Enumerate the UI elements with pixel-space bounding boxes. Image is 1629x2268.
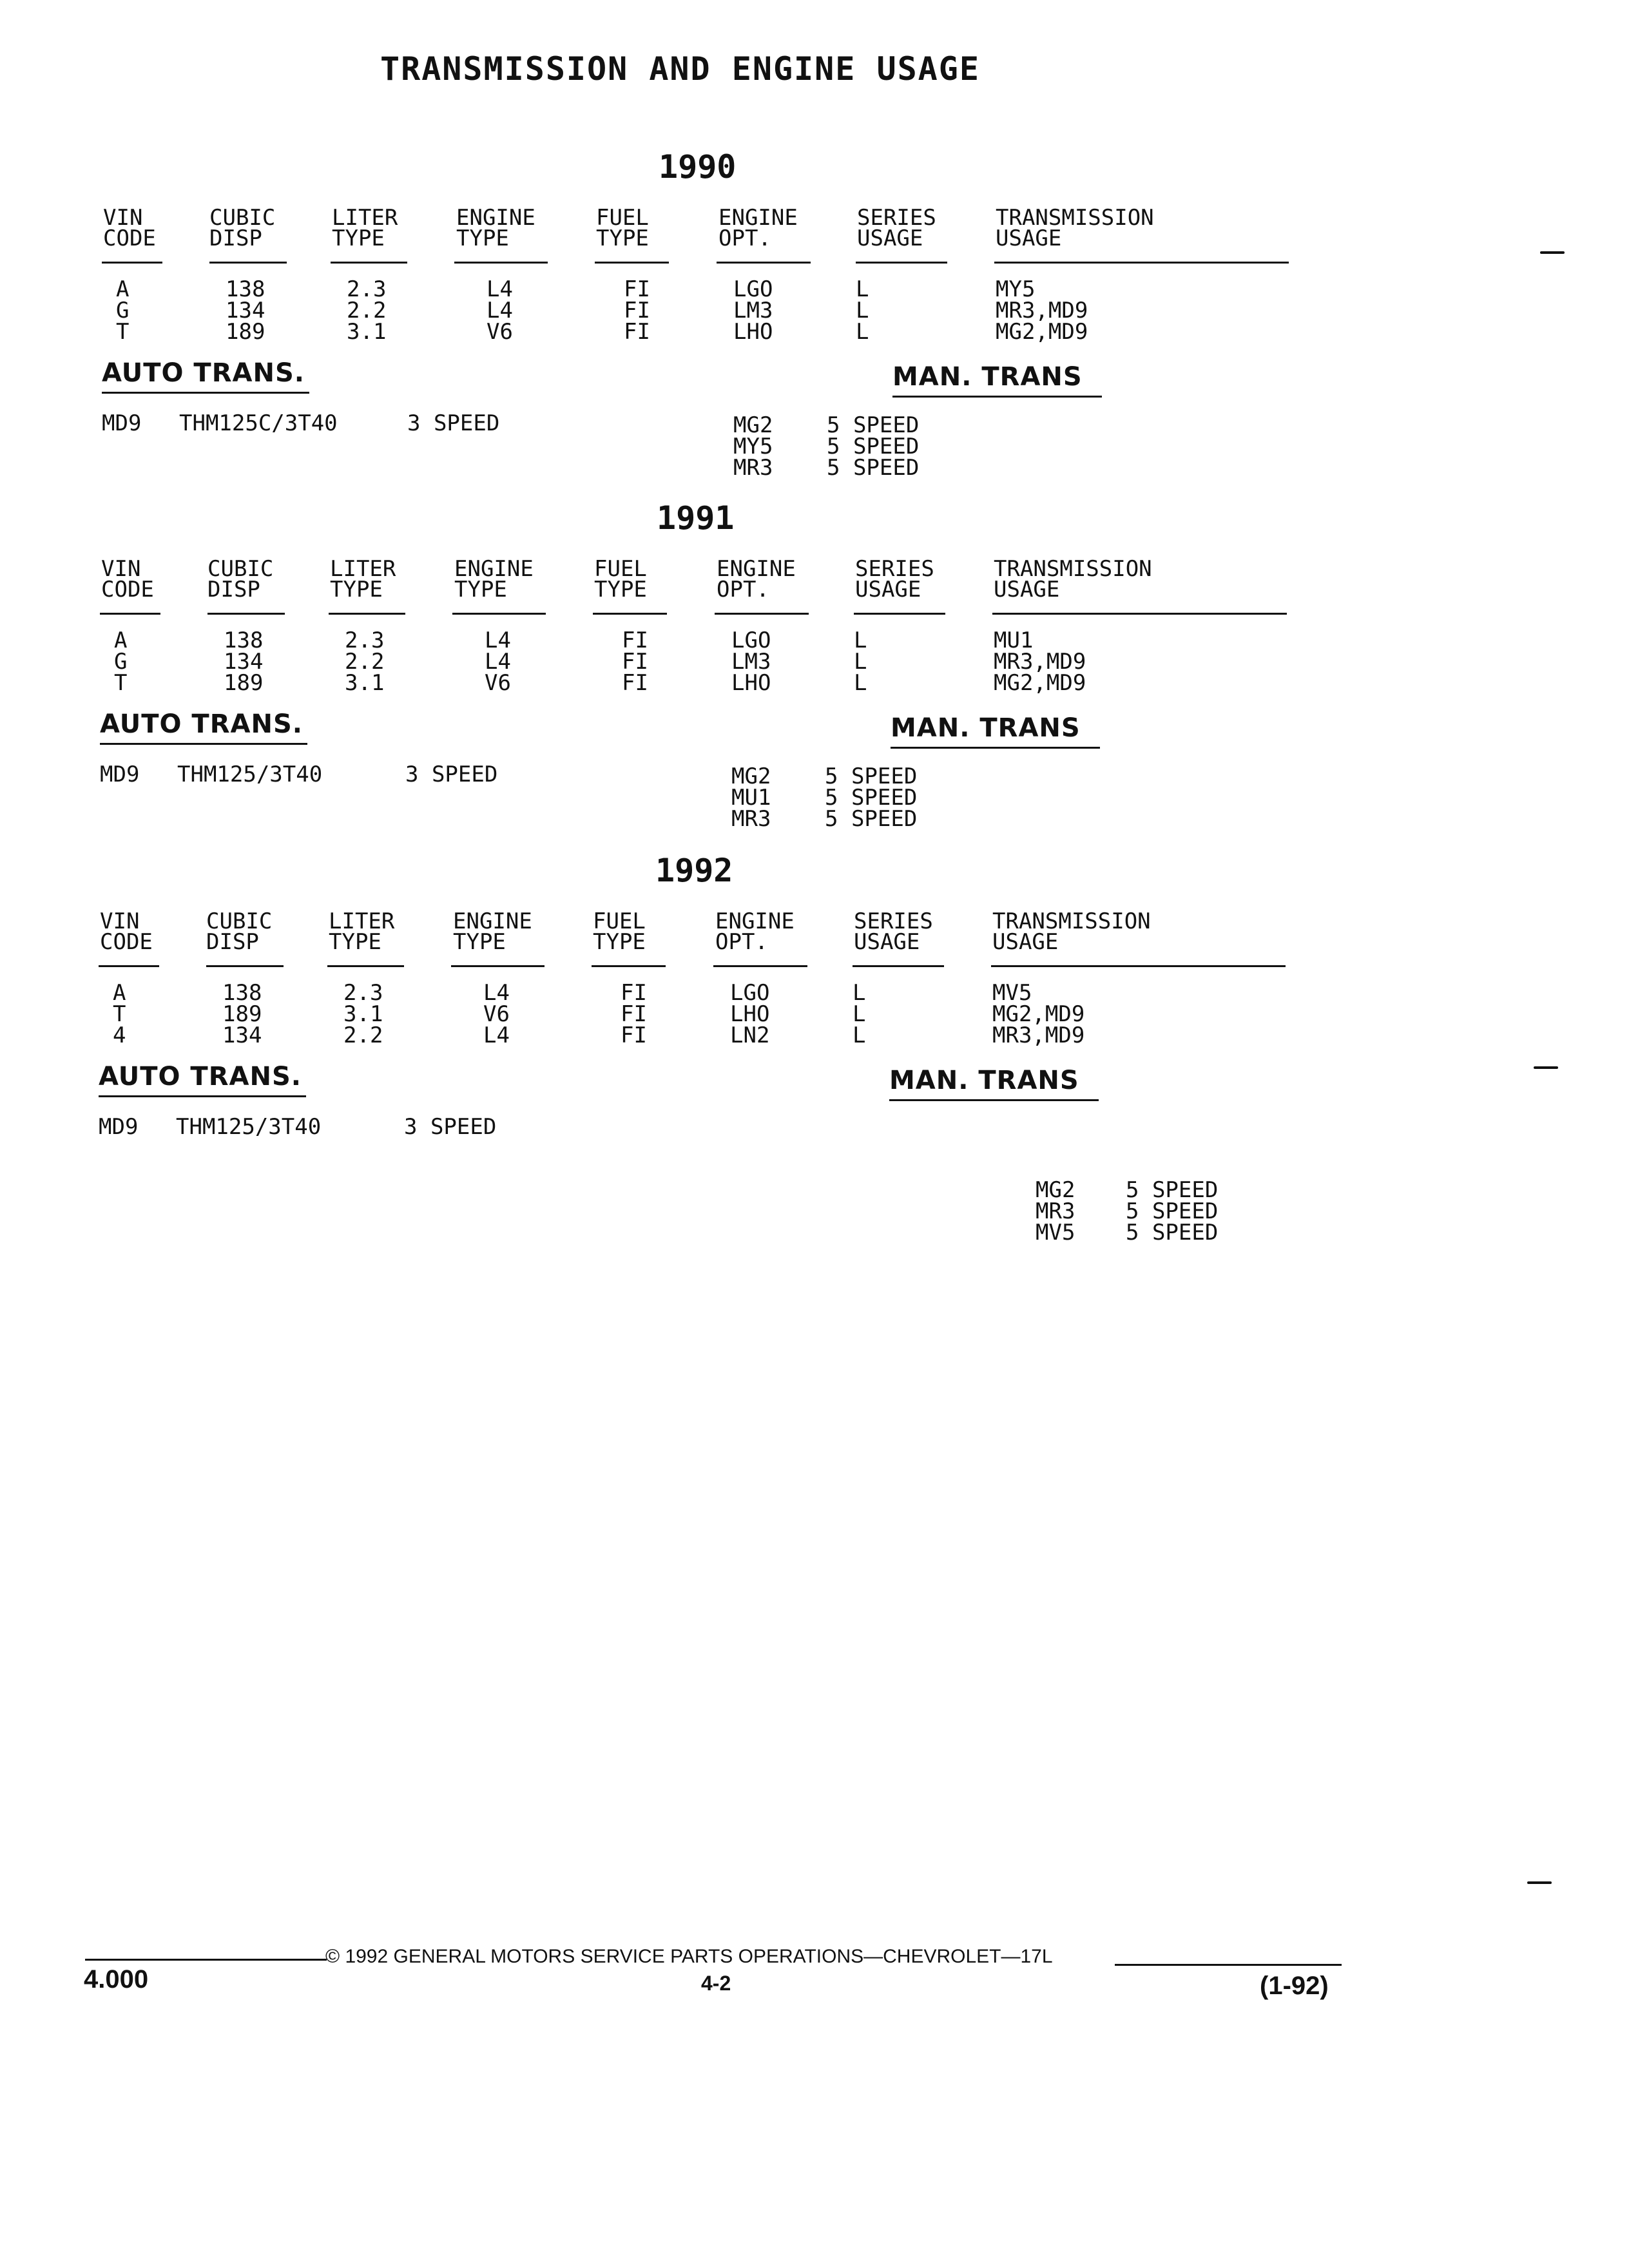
auto-trans-item: MD9 [100, 762, 140, 787]
manual-trans-heading: MAN. TRANS [891, 713, 1081, 743]
table-cell-liter: 3.1 [343, 1001, 383, 1027]
manual-trans-underline [889, 1099, 1099, 1101]
manual-trans-heading: MAN. TRANS [889, 1066, 1079, 1095]
footer-rule-right [1115, 1964, 1342, 1966]
table-cell-liter: 3.1 [347, 319, 387, 345]
column-header-line: TYPE [456, 226, 509, 251]
table-cell-cubic: 189 [226, 319, 265, 345]
table-cell-cubic: 138 [224, 628, 264, 653]
column-header-underline [329, 613, 405, 615]
column-header-underline [856, 262, 947, 264]
column-header-underline [992, 613, 1287, 615]
table-cell-fuel: FI [624, 298, 650, 323]
column-header-line: FUEL [593, 908, 646, 934]
column-header-line: ENGINE [456, 205, 535, 231]
column-header-line: USAGE [857, 226, 923, 251]
table-cell-cubic: 134 [224, 649, 264, 675]
column-header-line: OPT. [717, 577, 769, 602]
table-cell-engine_opt: LHO [731, 670, 771, 696]
manual-trans-underline [891, 747, 1100, 749]
table-cell-cubic: 189 [222, 1001, 262, 1027]
year-section [0, 499, 1629, 847]
column-header-line: CUBIC [206, 908, 273, 934]
manual-trans-code: MG2 [731, 764, 771, 789]
table-cell-vin: A [116, 276, 130, 302]
column-header-line: USAGE [994, 577, 1060, 602]
table-cell-engine_type: L4 [485, 649, 511, 675]
column-header-line: ENGINE [718, 205, 798, 231]
auto-trans-underline [99, 1095, 306, 1097]
column-header-line: VIN [100, 908, 140, 934]
table-cell-engine_type: L4 [487, 276, 513, 302]
manual-trans-code: MY5 [733, 434, 773, 459]
column-header-line: TYPE [330, 577, 383, 602]
auto-trans-underline [102, 392, 309, 394]
column-header-line: ENGINE [453, 908, 532, 934]
column-header-trans [996, 207, 1154, 249]
manual-trans-code: MR3 [731, 806, 771, 832]
table-cell-cubic: 134 [222, 1023, 262, 1048]
column-header-line: VIN [101, 556, 141, 582]
column-header-trans [994, 556, 1152, 602]
column-header-underline [854, 613, 945, 615]
manual-trans-speed: 5 SPEED [825, 806, 918, 832]
table-cell-trans: MU1 [994, 628, 1034, 653]
table-cell-fuel: FI [622, 628, 648, 653]
column-header-liter [329, 908, 395, 955]
table-cell-engine_type: L4 [487, 298, 513, 323]
margin-mark [1534, 1066, 1558, 1069]
manual-trans-code: MU1 [731, 785, 771, 811]
year-section [0, 852, 1629, 1245]
auto-trans-heading: AUTO TRANS. [102, 358, 305, 388]
column-header-line: VIN [103, 205, 143, 231]
column-header-underline [206, 965, 284, 967]
table-cell-engine_opt: LGO [730, 980, 770, 1006]
column-header-line: TYPE [329, 929, 381, 955]
column-header-line: TYPE [454, 577, 507, 602]
margin-mark [1527, 1881, 1552, 1884]
column-header-series [857, 207, 936, 249]
manual-trans-speed: 5 SPEED [827, 412, 920, 438]
manual-trans-speed: 5 SPEED [827, 434, 920, 459]
table-cell-cubic: 138 [222, 980, 262, 1006]
table-cell-trans: MR3,MD9 [992, 1023, 1085, 1048]
table-cell-trans: MG2,MD9 [994, 670, 1086, 696]
column-header-underline [209, 262, 287, 264]
column-header-underline [595, 262, 669, 264]
column-header-underline [713, 965, 807, 967]
manual-trans-code: MR3 [1036, 1198, 1075, 1224]
table-cell-engine_type: L4 [483, 1023, 510, 1048]
column-header-line: TYPE [332, 226, 385, 251]
footer-rule-left [85, 1959, 327, 1961]
column-header-line: LITER [332, 205, 398, 231]
manual-trans-code: MV5 [1036, 1220, 1075, 1245]
column-header-underline [593, 613, 667, 615]
column-header-underline [994, 262, 1289, 264]
manual-trans-speed: 5 SPEED [825, 764, 918, 789]
footer-copyright: © 1992 GENERAL MOTORS SERVICE PARTS OPERATIONS—CHEVROLET—17L [325, 1946, 1053, 1967]
table-cell-fuel: FI [624, 319, 650, 345]
column-header-underline [592, 965, 666, 967]
table-cell-fuel: FI [622, 649, 648, 675]
manual-trans-speed: 5 SPEED [827, 455, 920, 481]
table-cell-engine_type: V6 [487, 319, 513, 345]
column-header-underline [452, 613, 546, 615]
table-cell-series: L [856, 298, 869, 323]
column-header-line: DISP [206, 929, 259, 955]
table-cell-engine_opt: LM3 [733, 298, 773, 323]
column-header-line: ENGINE [715, 908, 795, 934]
column-header-underline [207, 613, 285, 615]
column-header-line: FUEL [596, 205, 649, 231]
table-cell-vin: T [116, 319, 130, 345]
column-header-line: ENGINE [454, 556, 534, 582]
table-cell-series: L [853, 980, 866, 1006]
auto-trans-item: 3 SPEED [407, 410, 500, 436]
table-cell-series: L [854, 670, 867, 696]
table-cell-fuel: FI [621, 1023, 647, 1048]
column-header-liter [330, 556, 396, 602]
table-cell-trans: MY5 [996, 276, 1036, 302]
table-cell-engine_type: V6 [485, 670, 511, 696]
column-header-fuel [594, 556, 647, 602]
table-cell-liter: 2.3 [347, 276, 387, 302]
manual-trans-heading: MAN. TRANS [892, 362, 1083, 392]
manual-trans-underline [892, 396, 1102, 398]
column-header-line: CUBIC [209, 205, 276, 231]
auto-trans-item: THM125/3T40 [176, 1114, 322, 1140]
column-header-line: CUBIC [207, 556, 274, 582]
auto-trans-item: 3 SPEED [405, 762, 498, 787]
column-header-series [855, 556, 934, 602]
auto-trans-underline [100, 743, 307, 745]
column-header-line: SERIES [857, 205, 936, 231]
table-cell-engine_type: L4 [485, 628, 511, 653]
column-header-line: USAGE [855, 577, 921, 602]
table-cell-fuel: FI [622, 670, 648, 696]
manual-trans-code: MR3 [733, 455, 773, 481]
column-header-series [854, 908, 933, 955]
table-cell-series: L [856, 276, 869, 302]
table-cell-vin: G [116, 298, 130, 323]
column-header-line: DISP [207, 577, 260, 602]
column-header-line: LITER [329, 908, 395, 934]
column-header-line: TYPE [594, 577, 647, 602]
table-cell-series: L [853, 1001, 866, 1027]
table-cell-vin: A [113, 980, 126, 1006]
auto-trans-item: THM125C/3T40 [179, 410, 338, 436]
auto-trans-item: 3 SPEED [404, 1114, 497, 1140]
auto-trans-item: THM125/3T40 [177, 762, 323, 787]
manual-trans-speed: 5 SPEED [1126, 1220, 1219, 1245]
margin-mark [1540, 251, 1565, 254]
table-cell-engine_opt: LGO [731, 628, 771, 653]
column-header-line: CODE [103, 226, 156, 251]
column-header-line: TRANSMISSION [996, 205, 1154, 231]
column-header-cubic [209, 207, 275, 249]
table-cell-liter: 2.3 [345, 628, 385, 653]
manual-trans-speed: 5 SPEED [1126, 1198, 1219, 1224]
column-header-vin [103, 207, 156, 249]
column-header-underline [102, 262, 162, 264]
table-cell-series: L [854, 649, 867, 675]
revision-date: (1-92) [1260, 1972, 1329, 2000]
column-header-line: SERIES [854, 908, 933, 934]
auto-trans-item: MD9 [102, 410, 142, 436]
table-cell-trans: MV5 [992, 980, 1032, 1006]
column-header-cubic [207, 556, 274, 602]
page-title: TRANSMISSION AND ENGINE USAGE [380, 50, 980, 88]
column-header-line: CODE [101, 577, 154, 602]
column-header-line: USAGE [854, 929, 920, 955]
column-header-line: OPT. [718, 226, 771, 251]
column-header-vin [101, 556, 154, 602]
column-header-line: USAGE [992, 929, 1059, 955]
auto-trans-heading: AUTO TRANS. [100, 709, 303, 739]
column-header-line: LITER [330, 556, 396, 582]
manual-trans-code: MG2 [1036, 1177, 1075, 1203]
column-header-line: USAGE [996, 226, 1062, 251]
table-cell-engine_type: L4 [483, 980, 510, 1006]
table-cell-engine_opt: LGO [733, 276, 773, 302]
page-number: 4-2 [701, 1972, 731, 1995]
table-cell-engine_opt: LHO [733, 319, 773, 345]
column-header-line: ENGINE [717, 556, 796, 582]
column-header-line: TYPE [593, 929, 646, 955]
manual-trans-speed: 5 SPEED [825, 785, 918, 811]
column-header-underline [715, 613, 809, 615]
table-cell-vin: G [114, 649, 128, 675]
year-heading: 1991 [657, 499, 735, 537]
column-header-line: FUEL [594, 556, 647, 582]
column-header-underline [853, 965, 944, 967]
table-cell-engine_opt: LM3 [731, 649, 771, 675]
column-header-line: DISP [209, 226, 262, 251]
year-heading: 1992 [655, 852, 733, 889]
table-cell-trans: MR3,MD9 [996, 298, 1088, 323]
table-cell-fuel: FI [621, 1001, 647, 1027]
column-header-underline [451, 965, 545, 967]
table-cell-vin: 4 [113, 1023, 126, 1048]
column-header-line: TYPE [453, 929, 506, 955]
column-header-engine_opt [718, 207, 798, 249]
column-header-engine_type [454, 556, 534, 602]
table-cell-liter: 2.2 [343, 1023, 383, 1048]
manual-trans-code: MG2 [733, 412, 773, 438]
table-cell-cubic: 138 [226, 276, 265, 302]
table-cell-series: L [856, 319, 869, 345]
column-header-line: TRANSMISSION [994, 556, 1152, 582]
column-header-liter [332, 207, 398, 249]
column-header-line: CODE [100, 929, 153, 955]
column-header-underline [991, 965, 1286, 967]
table-cell-liter: 2.2 [347, 298, 387, 323]
column-header-cubic [206, 908, 273, 955]
table-cell-engine_type: V6 [483, 1001, 510, 1027]
table-cell-series: L [853, 1023, 866, 1048]
table-cell-vin: T [114, 670, 128, 696]
table-cell-trans: MG2,MD9 [992, 1001, 1085, 1027]
column-header-engine_type [453, 908, 532, 955]
table-cell-series: L [854, 628, 867, 653]
column-header-engine_type [456, 207, 535, 249]
table-cell-fuel: FI [621, 980, 647, 1006]
table-cell-engine_opt: LHO [730, 1001, 770, 1027]
column-header-underline [100, 613, 160, 615]
auto-trans-heading: AUTO TRANS. [99, 1062, 302, 1091]
column-header-fuel [593, 908, 646, 955]
column-header-engine_opt [717, 556, 796, 602]
year-heading: 1990 [659, 148, 737, 186]
column-header-line: SERIES [855, 556, 934, 582]
section-number: 4.000 [84, 1965, 149, 1994]
table-cell-vin: T [113, 1001, 126, 1027]
column-header-line: TRANSMISSION [992, 908, 1151, 934]
column-header-line: TYPE [596, 226, 649, 251]
table-cell-fuel: FI [624, 276, 650, 302]
column-header-line: OPT. [715, 929, 768, 955]
table-cell-trans: MG2,MD9 [996, 319, 1088, 345]
column-header-fuel [596, 207, 649, 249]
column-header-vin [100, 908, 153, 955]
column-header-underline [454, 262, 548, 264]
table-cell-vin: A [114, 628, 128, 653]
table-cell-liter: 3.1 [345, 670, 385, 696]
column-header-underline [717, 262, 811, 264]
column-header-engine_opt [715, 908, 795, 955]
manual-trans-speed: 5 SPEED [1126, 1177, 1219, 1203]
table-cell-cubic: 134 [226, 298, 265, 323]
column-header-underline [99, 965, 159, 967]
table-cell-trans: MR3,MD9 [994, 649, 1086, 675]
table-cell-liter: 2.2 [345, 649, 385, 675]
table-cell-engine_opt: LN2 [730, 1023, 770, 1048]
table-cell-liter: 2.3 [343, 980, 383, 1006]
column-header-underline [331, 262, 407, 264]
auto-trans-item: MD9 [99, 1114, 139, 1140]
table-cell-cubic: 189 [224, 670, 264, 696]
column-header-underline [327, 965, 404, 967]
column-header-trans [992, 908, 1151, 955]
year-section [0, 148, 1629, 496]
